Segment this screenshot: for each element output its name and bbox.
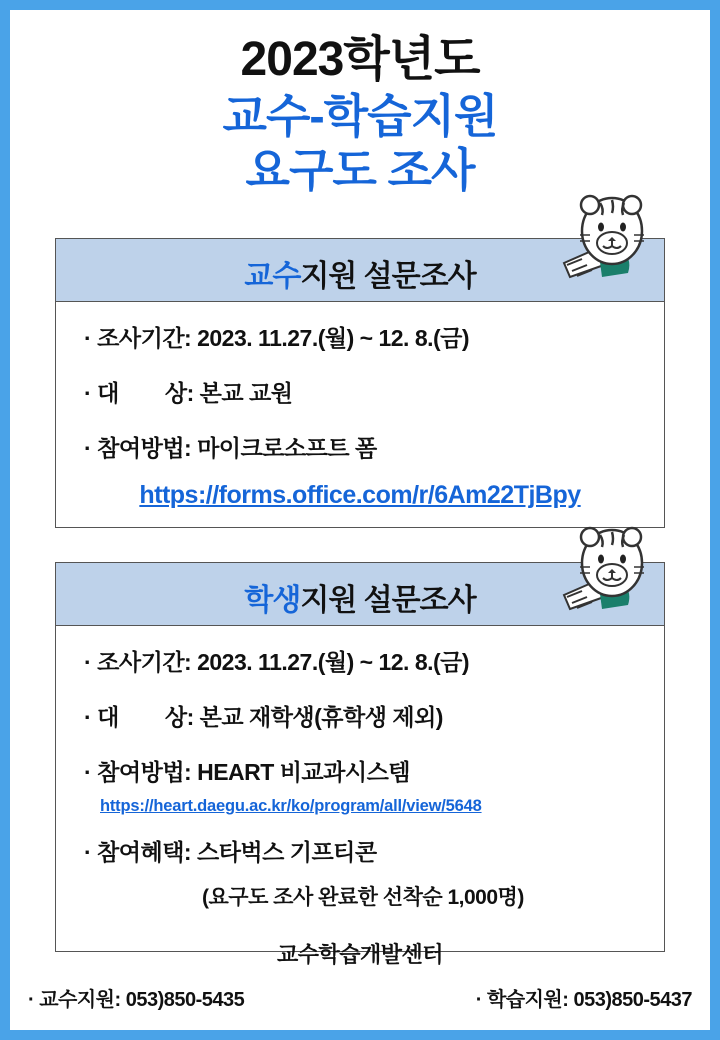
student-benefit-note: (요구도 조사 완료한 선착순 1,000명) bbox=[202, 886, 524, 909]
student-period-line bbox=[84, 644, 636, 677]
professor-survey-card bbox=[55, 238, 665, 528]
professor-method-line bbox=[84, 430, 636, 463]
student-card-header bbox=[56, 563, 664, 626]
professor-method-value: 마이크로소프트 폼 bbox=[197, 435, 377, 461]
professor-target-label2: 상: bbox=[164, 380, 194, 406]
title-line-2: 교수-학습지원 bbox=[222, 89, 498, 142]
student-method-label: 참여방법: bbox=[97, 759, 192, 785]
footer-contact-student: · 학습지원: 053)850-5437 bbox=[475, 989, 692, 1011]
footer-center-org: 교수학습개발센터 bbox=[276, 942, 444, 967]
title-line-1: 2023학년도 bbox=[240, 33, 480, 86]
page-title bbox=[10, 10, 710, 197]
professor-survey-link[interactable]: https://forms.office.com/r/6Am22TjBpy bbox=[139, 481, 581, 509]
professor-card-header bbox=[56, 239, 664, 302]
bullet-dot: · bbox=[84, 704, 92, 730]
tiger-mascot-icon bbox=[520, 523, 650, 641]
bullet-dot: · bbox=[84, 759, 92, 785]
professor-period-line bbox=[84, 320, 636, 353]
title-line-3: 요구도 조사 bbox=[245, 143, 475, 196]
student-survey-card bbox=[55, 562, 665, 952]
tiger-mascot-icon bbox=[520, 191, 650, 309]
student-period-value: 2023. 11.27.(월) ~ 12. 8.(금) bbox=[197, 649, 470, 675]
professor-card-body bbox=[56, 302, 664, 510]
professor-target-value: 본교 교원 bbox=[199, 380, 293, 406]
professor-period-label: 조사기간: bbox=[97, 325, 192, 351]
bullet-dot: · bbox=[84, 435, 92, 461]
professor-heading-highlight: 교수 bbox=[244, 260, 301, 293]
student-heading-rest: 지원 설문조사 bbox=[300, 584, 476, 617]
student-method-line bbox=[84, 754, 636, 787]
professor-heading-rest: 지원 설문조사 bbox=[300, 260, 476, 293]
student-survey-link[interactable]: https://heart.daegu.ac.kr/ko/program/all/view/5648 bbox=[100, 797, 482, 815]
student-period-label: 조사기간: bbox=[97, 649, 192, 675]
student-card-body bbox=[56, 626, 664, 911]
footer-contacts bbox=[10, 983, 710, 1012]
bullet-dot: · bbox=[84, 325, 92, 351]
footer-contact-professor: · 교수지원: 053)850-5435 bbox=[28, 989, 245, 1011]
student-heading-highlight: 학생 bbox=[244, 584, 301, 617]
professor-period-value: 2023. 11.27.(월) ~ 12. 8.(금) bbox=[197, 325, 470, 351]
student-method-value: HEART 비교과시스템 bbox=[197, 759, 411, 785]
poster-footer bbox=[10, 938, 710, 1012]
professor-target-label: 대 bbox=[97, 380, 119, 406]
student-target-value: 본교 재학생(휴학생 제외) bbox=[199, 704, 443, 730]
student-target-line bbox=[84, 699, 636, 732]
professor-method-label: 참여방법: bbox=[97, 435, 192, 461]
bullet-dot: · bbox=[84, 649, 92, 675]
professor-target-line bbox=[84, 375, 636, 408]
student-target-label2: 상: bbox=[164, 704, 194, 730]
bullet-dot: · bbox=[84, 380, 92, 406]
student-benefit-line: · 참여혜택: 스타벅스 기프티콘 bbox=[84, 839, 377, 865]
student-target-label: 대 bbox=[97, 704, 119, 730]
poster-canvas bbox=[10, 10, 710, 1030]
